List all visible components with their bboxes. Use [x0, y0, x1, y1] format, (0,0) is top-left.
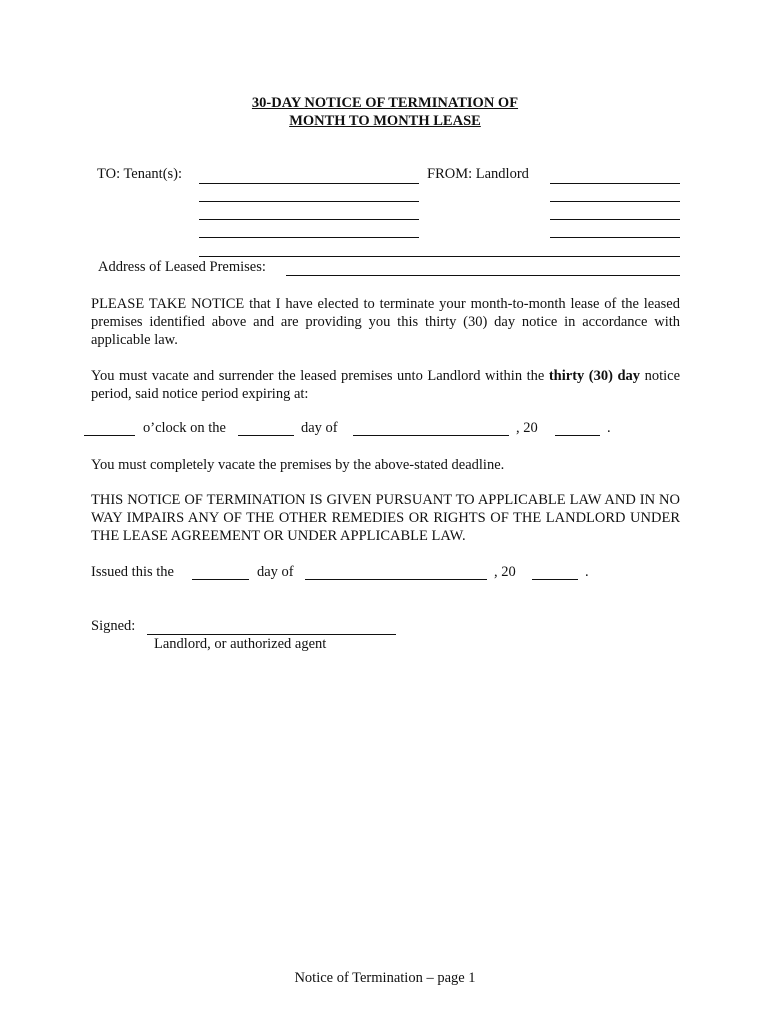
tenant-label: TO: Tenant(s): — [97, 166, 183, 182]
issued-day-blank[interactable] — [192, 579, 249, 580]
tenant-blank-1[interactable] — [199, 183, 419, 184]
address-label: Address of Leased Premises: — [98, 259, 266, 275]
expiry-year-prefix: , 20 — [516, 420, 538, 436]
document-title-line-1: 30-DAY NOTICE OF TERMINATION OF — [251, 95, 519, 111]
expiry-hour-blank[interactable] — [84, 435, 135, 436]
issued-period: . — [585, 564, 589, 580]
page-footer: Notice of Termination – page 1 — [294, 970, 476, 986]
parties-separator-line — [199, 256, 680, 257]
landlord-blank-2[interactable] — [550, 201, 680, 202]
notice-paragraph: PLEASE TAKE NOTICE that I have elected to terminate your month-to-month lease of the leased premises identified above and are providing you this thirty (30) day notice in accordance with applicable law. — [91, 296, 680, 348]
vacate-period-emphasis: thirty (30) day — [548, 368, 641, 384]
vacate-text-end: notice period, said notice period expiring at: — [91, 368, 681, 402]
expiry-day-blank[interactable] — [238, 435, 294, 436]
expiry-day-of-label: day of — [301, 420, 338, 436]
issued-label: Issued this the — [91, 564, 174, 580]
landlord-blank-3[interactable] — [550, 219, 680, 220]
issued-year-blank[interactable] — [532, 579, 578, 580]
landlord-blank-1[interactable] — [550, 183, 680, 184]
tenant-blank-2[interactable] — [199, 201, 419, 202]
vacate-text-start: You must vacate and surrender the leased premises unto Landlord within the — [91, 368, 545, 384]
issued-day-of-label: day of — [257, 564, 294, 580]
issued-month-blank[interactable] — [305, 579, 487, 580]
expiry-period: . — [607, 420, 611, 436]
issued-year-prefix: , 20 — [494, 564, 516, 580]
signature-blank[interactable] — [147, 634, 396, 635]
tenant-blank-3[interactable] — [199, 219, 419, 220]
address-blank[interactable] — [286, 275, 680, 276]
signer-caption: Landlord, or authorized agent — [154, 636, 327, 652]
vacate-paragraph — [91, 367, 680, 403]
tenant-blank-4[interactable] — [199, 237, 419, 238]
legal-paragraph: THIS NOTICE OF TERMINATION IS GIVEN PURSUANT TO APPLICABLE LAW AND IN NO WAY IMPAIRS ANY OF THE OTHER REMEDIES OR RIGHTS OF THE LANDLORD UNDER THE LEASE AGREEMENT OR UNDER APPLICABLE LAW. — [91, 492, 680, 544]
expiry-oclock-label: o’clock on the — [143, 420, 226, 436]
landlord-label: FROM: Landlord — [427, 166, 529, 182]
signed-label: Signed: — [91, 618, 136, 634]
document-title-line-2: MONTH TO MONTH LEASE — [289, 113, 481, 129]
expiry-year-blank[interactable] — [555, 435, 600, 436]
landlord-blank-4[interactable] — [550, 237, 680, 238]
deadline-sentence: You must completely vacate the premises by the above-stated deadline. — [91, 457, 505, 473]
expiry-month-blank[interactable] — [353, 435, 509, 436]
